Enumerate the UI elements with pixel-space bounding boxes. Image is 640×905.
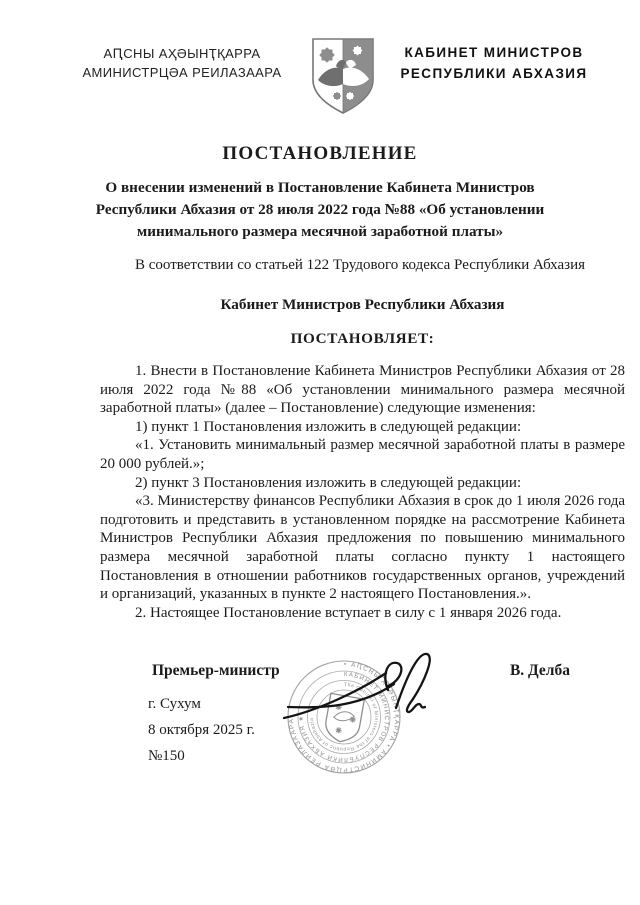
seal-ring-text-middle: КАБИНЕТ МИНИСТРОВ РЕСПУБЛИКИ АБХАЗИЯ ★ xyxy=(297,670,391,764)
org-name-russian-line1: КАБИНЕТ МИНИСТРОВ xyxy=(404,45,584,60)
operative-paragraphs xyxy=(100,362,625,622)
paragraph: 2) пункт 3 Постановления изложить в следующей редакции: xyxy=(135,474,522,491)
issue-place: г. Сухум xyxy=(148,696,201,713)
issue-number: №150 xyxy=(148,748,185,765)
issue-date: 8 октября 2025 г. xyxy=(148,722,255,739)
org-name-abkhaz xyxy=(64,36,300,82)
org-name-russian-line2: РЕСПУБЛИКИ АБХАЗИЯ xyxy=(400,66,588,81)
paragraph: «1. Установить минимальный размер месячной заработной платы в размере 20 000 рублей.»; xyxy=(100,437,625,472)
document-subject: О внесении изменений в Постановление Кабинета Министров Республики Абхазия от 28 июля 2022 года №88 «Об установлении минимального размера месячной заработной платы» xyxy=(95,179,545,240)
paragraph: 2. Настоящее Постановление вступает в силу с 1 января 2026 года. xyxy=(135,604,562,621)
authority-line: Кабинет Министров Республики Абхазия xyxy=(220,296,505,313)
signer-post: Премьер-министр xyxy=(152,662,280,680)
signer-name: В. Делба xyxy=(509,662,570,680)
paragraph: 1) пункт 1 Постановления изложить в следующей редакции: xyxy=(135,418,522,435)
seal-ring-text-outer: • АԤСНЫ АҲӘЫНҬҚАРРА • АМИНИСТРЦӘА РЕИЛАЗААРА xyxy=(287,660,400,774)
org-name-abkhaz-line2: АМИНИСТРЦӘА РЕИЛАЗААРА xyxy=(82,65,282,80)
letterhead xyxy=(0,36,640,116)
preamble-paragraph: В соответствии со статьей 122 Трудового кодекса Республики Абхазия xyxy=(135,257,585,273)
paragraph: 1. Внести в Постановление Кабинета Министров Республики Абхазия от 28 июля 2022 года №88 «Об установлении минимального размера месячной заработной платы» (далее – Постановление) следующие изменения: xyxy=(100,363,625,417)
org-name-russian xyxy=(390,36,598,84)
issue-details xyxy=(148,696,640,765)
seal-ring-text-inner: The Cabinet of Ministers of the Republic of Abkhazia xyxy=(309,682,378,752)
document-body xyxy=(100,255,625,622)
paragraph: «3. Министерству финансов Республики Абхазия в срок до 1 июля 2026 года подготовить и представить в установленном порядке на рассмотрение Кабинета Министров Республики Абхазия предложения по повышению минимального размера месячной заработной платы согласно пункту 1 настоящего Постановления в отношении работников государственных органов, учреждений и организаций, указанных в пункте 2 настоящего Постановления.». xyxy=(100,493,626,603)
signature-row xyxy=(100,662,625,680)
org-name-abkhaz-line1: АԤСНЫ АҲӘЫНҬҚАРРА xyxy=(103,46,261,61)
decree-word: ПОСТАНОВЛЯЕТ: xyxy=(290,330,435,347)
document-type-title: ПОСТАНОВЛЕНИЕ xyxy=(222,143,418,164)
coat-of-arms-icon xyxy=(310,36,376,116)
